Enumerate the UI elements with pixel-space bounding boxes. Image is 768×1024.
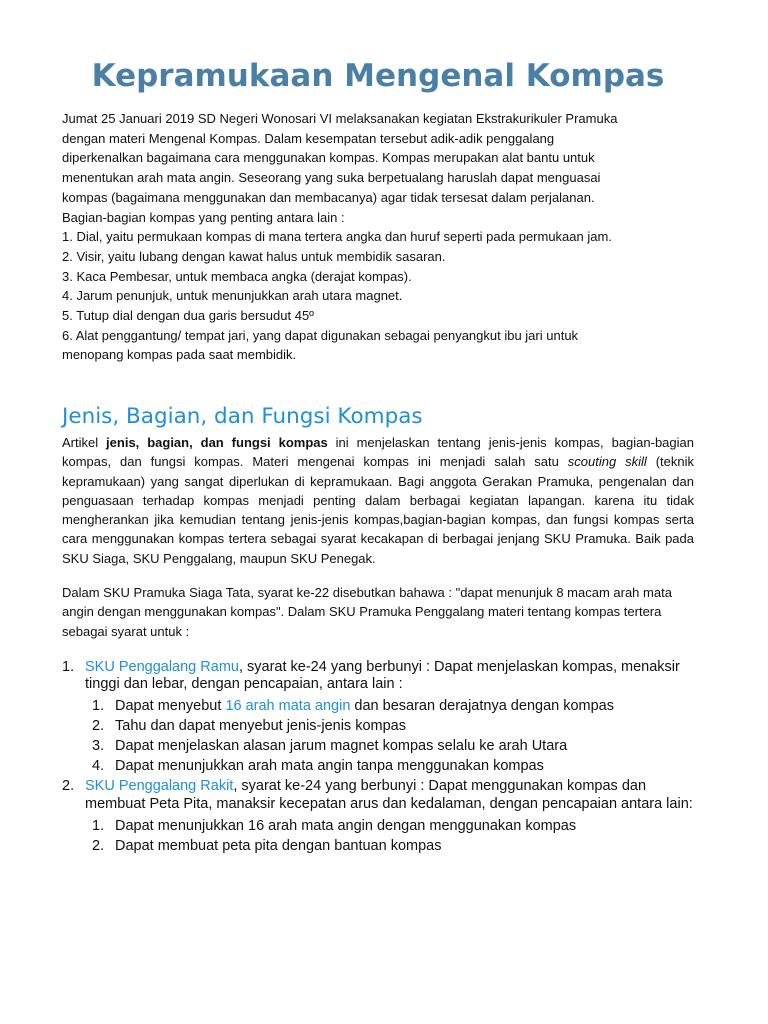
intro-line: diperkenalkan bagaimana cara menggunakan kompas. Kompas merupakan alat bantu untuk <box>62 150 595 166</box>
para-text: ini menjelaskan tentang jenis-jenis kompas, bagian-bagian kompas, dan fungsi kompas. Materi mengenai kompas ini menjadi salah satu <box>62 435 694 470</box>
intro-line: 4. Jarum penunjuk, untuk menunjukkan arah utara magnet. <box>62 288 403 304</box>
list-number: 3. <box>92 738 105 755</box>
list-item-text: , syarat ke-24 yang berbunyi : Dapat menjelaskan kompas, menaksir tinggi dan lebar, dengan pencapaian, antara lain : <box>85 659 680 693</box>
sku-paragraph: Dalam SKU Pramuka Siaga Tata, syarat ke-22 disebutkan bahawa : "dapat menunjuk 8 macam arah mata angin dengan menggunakan kompas". Dalam SKU Pramuka Penggalang materi tentang kompas tertera sebagai syarat untuk : <box>62 585 672 639</box>
list-item-text: , syarat ke-24 yang berbunyi : Dapat menggunakan kompas dan membuat Peta Pita, manaksir kecepatan arus dan kedalaman, dengan pencapaian antara lain: <box>85 778 693 812</box>
list-number: 4. <box>92 758 105 775</box>
intro-line: 6. Alat penggantung/ tempat jari, yang dapat digunakan sebagai penyangkut ibu jari untuk <box>62 327 579 343</box>
list-number: 2. <box>92 837 105 854</box>
intro-line: 5. Tutup dial dengan dua garis bersudut 45º <box>62 308 314 324</box>
sub-item-text: Dapat menyebut <box>115 698 226 715</box>
intro-line: Bagian-bagian kompas yang penting antara lain : <box>62 209 345 225</box>
sub-item-text: dan besaran derajatnya dengan kompas <box>350 698 614 715</box>
sub-list <box>85 696 694 776</box>
sku-ramu-link[interactable]: SKU Penggalang Ramu <box>85 659 239 675</box>
sub-list-item <box>85 816 694 836</box>
sub-item-text: Tahu dan dapat menyebut jenis-jenis kompas <box>115 718 406 735</box>
sub-item-text: Dapat menjelaskan alasan jarum magnet kompas selalu ke arah Utara <box>115 738 568 755</box>
para-italic-text: scouting skill <box>567 454 647 470</box>
sub-list <box>85 816 694 856</box>
list-item <box>62 778 694 855</box>
sub-item-text: Dapat membuat peta pita dengan bantuan kompas <box>115 837 442 854</box>
intro-line: kompas (bagaimana menggunakan dan membacanya) agar tidak tersesat dalam perjalanan. <box>62 189 595 205</box>
para-text: (teknik kepramukaan) yang sangat diperlukan di kepramukaan. Bagi anggota Gerakan Pramuka, pengenalan dan penguasaan terhadap kompas menjadi penting dalam berbagai kegiatan lapangan. karena itu tidak mengherankan jika kemudian tentang jenis-jenis kompas,bagian-bagian kompas, dan fungsi kompas serta cara menggunakan kompas tertera sebagai syarat kecakapan di berbagai jenjang SKU Pramuka. Baik pada SKU Siaga, SKU Penggalang, maupun SKU Penegak. <box>62 454 694 566</box>
sub-list-item <box>85 696 694 716</box>
list-number: 2. <box>92 718 105 735</box>
section-heading: Jenis, Bagian, dan Fungsi Kompas <box>62 404 423 429</box>
para-text: Artikel <box>62 435 107 450</box>
sku-list <box>62 659 694 858</box>
intro-text <box>62 109 694 365</box>
list-number: 1. <box>62 659 75 675</box>
sku-rakit-link[interactable]: SKU Penggalang Rakit <box>85 778 234 795</box>
arah-mata-angin-link[interactable]: 16 arah mata angin <box>225 698 351 715</box>
sub-item-text: Dapat menunjukkan arah mata angin tanpa menggunakan kompas <box>115 758 544 775</box>
intro-line: menopang kompas pada saat membidik. <box>62 347 297 363</box>
sub-list-item <box>85 716 694 736</box>
article-paragraph <box>62 433 694 568</box>
page-title: Kepramukaan Mengenal Kompas <box>91 58 665 94</box>
list-number: 2. <box>62 778 75 795</box>
intro-line: 2. Visir, yaitu lubang dengan kawat halus untuk membidik sasaran. <box>62 248 446 264</box>
intro-line: 3. Kaca Pembesar, untuk membaca angka (derajat kompas). <box>62 268 412 284</box>
para-bold-text: jenis, bagian, dan fungsi kompas <box>106 435 328 450</box>
intro-line: dengan materi Mengenal Kompas. Dalam kesempatan tersebut adik-adik penggalang <box>62 130 555 146</box>
list-item <box>62 659 694 776</box>
intro-line: 1. Dial, yaitu permukaan kompas di mana tertera angka dan huruf seperti pada permukaan jam. <box>62 229 612 245</box>
intro-line: Jumat 25 Januari 2019 SD Negeri Wonosari VI melaksanakan kegiatan Ekstrakurikuler Pramuka <box>62 111 618 126</box>
intro-line: menentukan arah mata angin. Seseorang yang suka berpetualang haruslah dapat menguasai <box>62 170 601 186</box>
list-number: 1. <box>92 698 105 715</box>
sub-list-item <box>85 836 694 856</box>
list-number: 1. <box>92 817 105 834</box>
sub-item-text: Dapat menunjukkan 16 arah mata angin dengan menggunakan kompas <box>115 817 577 834</box>
sub-list-item <box>85 736 694 756</box>
sub-list-item <box>85 756 694 776</box>
